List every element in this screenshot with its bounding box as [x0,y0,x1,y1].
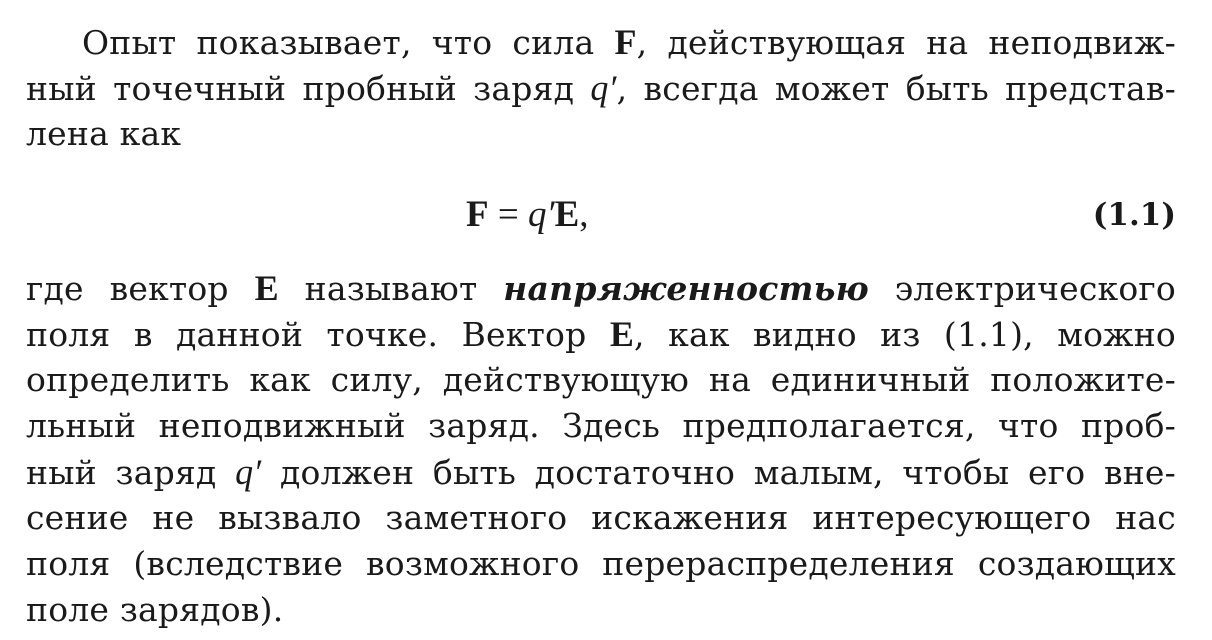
test-charge-symbol: q′ [590,68,617,108]
text-span: электрического [868,269,1176,308]
paragraph2-line8: поле зарядов). [26,590,284,629]
paragraph2-line6: сение не вызвало заметного искажения интересующего нас [26,498,1176,537]
equation-field-symbol: E [554,194,580,235]
equation-equals-sign: = [488,194,528,235]
test-charge-symbol: q′ [235,452,262,492]
text-span: поля в данной точке. Вектор [26,315,610,354]
field-vector-symbol: E [254,268,279,308]
equation-1-1 [26,190,1176,240]
text-span: , всегда может быть представ- [616,69,1176,108]
paragraph1-line2 [26,66,1176,110]
equation-comma: , [579,194,589,235]
paragraph1-line3: лена как [26,114,182,153]
paragraph1-line1 [26,20,1176,64]
equation-number: (1.1) [1092,197,1176,233]
defined-term: напряженностью [503,269,869,308]
paragraph2-line7: поля (вследствие возможного перераспределения создающих [26,544,1176,583]
text-span: ный заряд [26,453,236,492]
text-span: , как видно из (1.1), можно [634,315,1176,354]
paragraph2-line3: определить как силу, действующую на единичный положите- [26,360,1176,399]
field-vector-symbol: E [609,314,635,354]
paragraph2-line4: льный неподвижный заряд. Здесь предполагается, что проб- [26,406,1176,445]
text-span: , действующая на неподвиж- [636,23,1176,62]
paragraph2-line1 [26,266,1176,310]
text-span: называют [278,269,504,308]
force-vector-symbol: F [614,22,637,62]
equation-charge-symbol: q′ [527,194,555,235]
text-span: где вектор [26,269,255,308]
text-span: Опыт показывает, что сила [82,23,615,62]
text-span: должен быть достаточно малым, чтобы его вне- [261,453,1176,492]
text-span: ный точечный пробный заряд [26,69,591,108]
equation-body [466,190,589,240]
paragraph2-line2 [26,312,1176,356]
textbook-page [26,0,1176,640]
equation-force-symbol: F [466,194,489,235]
paragraph2-line5 [26,450,1176,494]
